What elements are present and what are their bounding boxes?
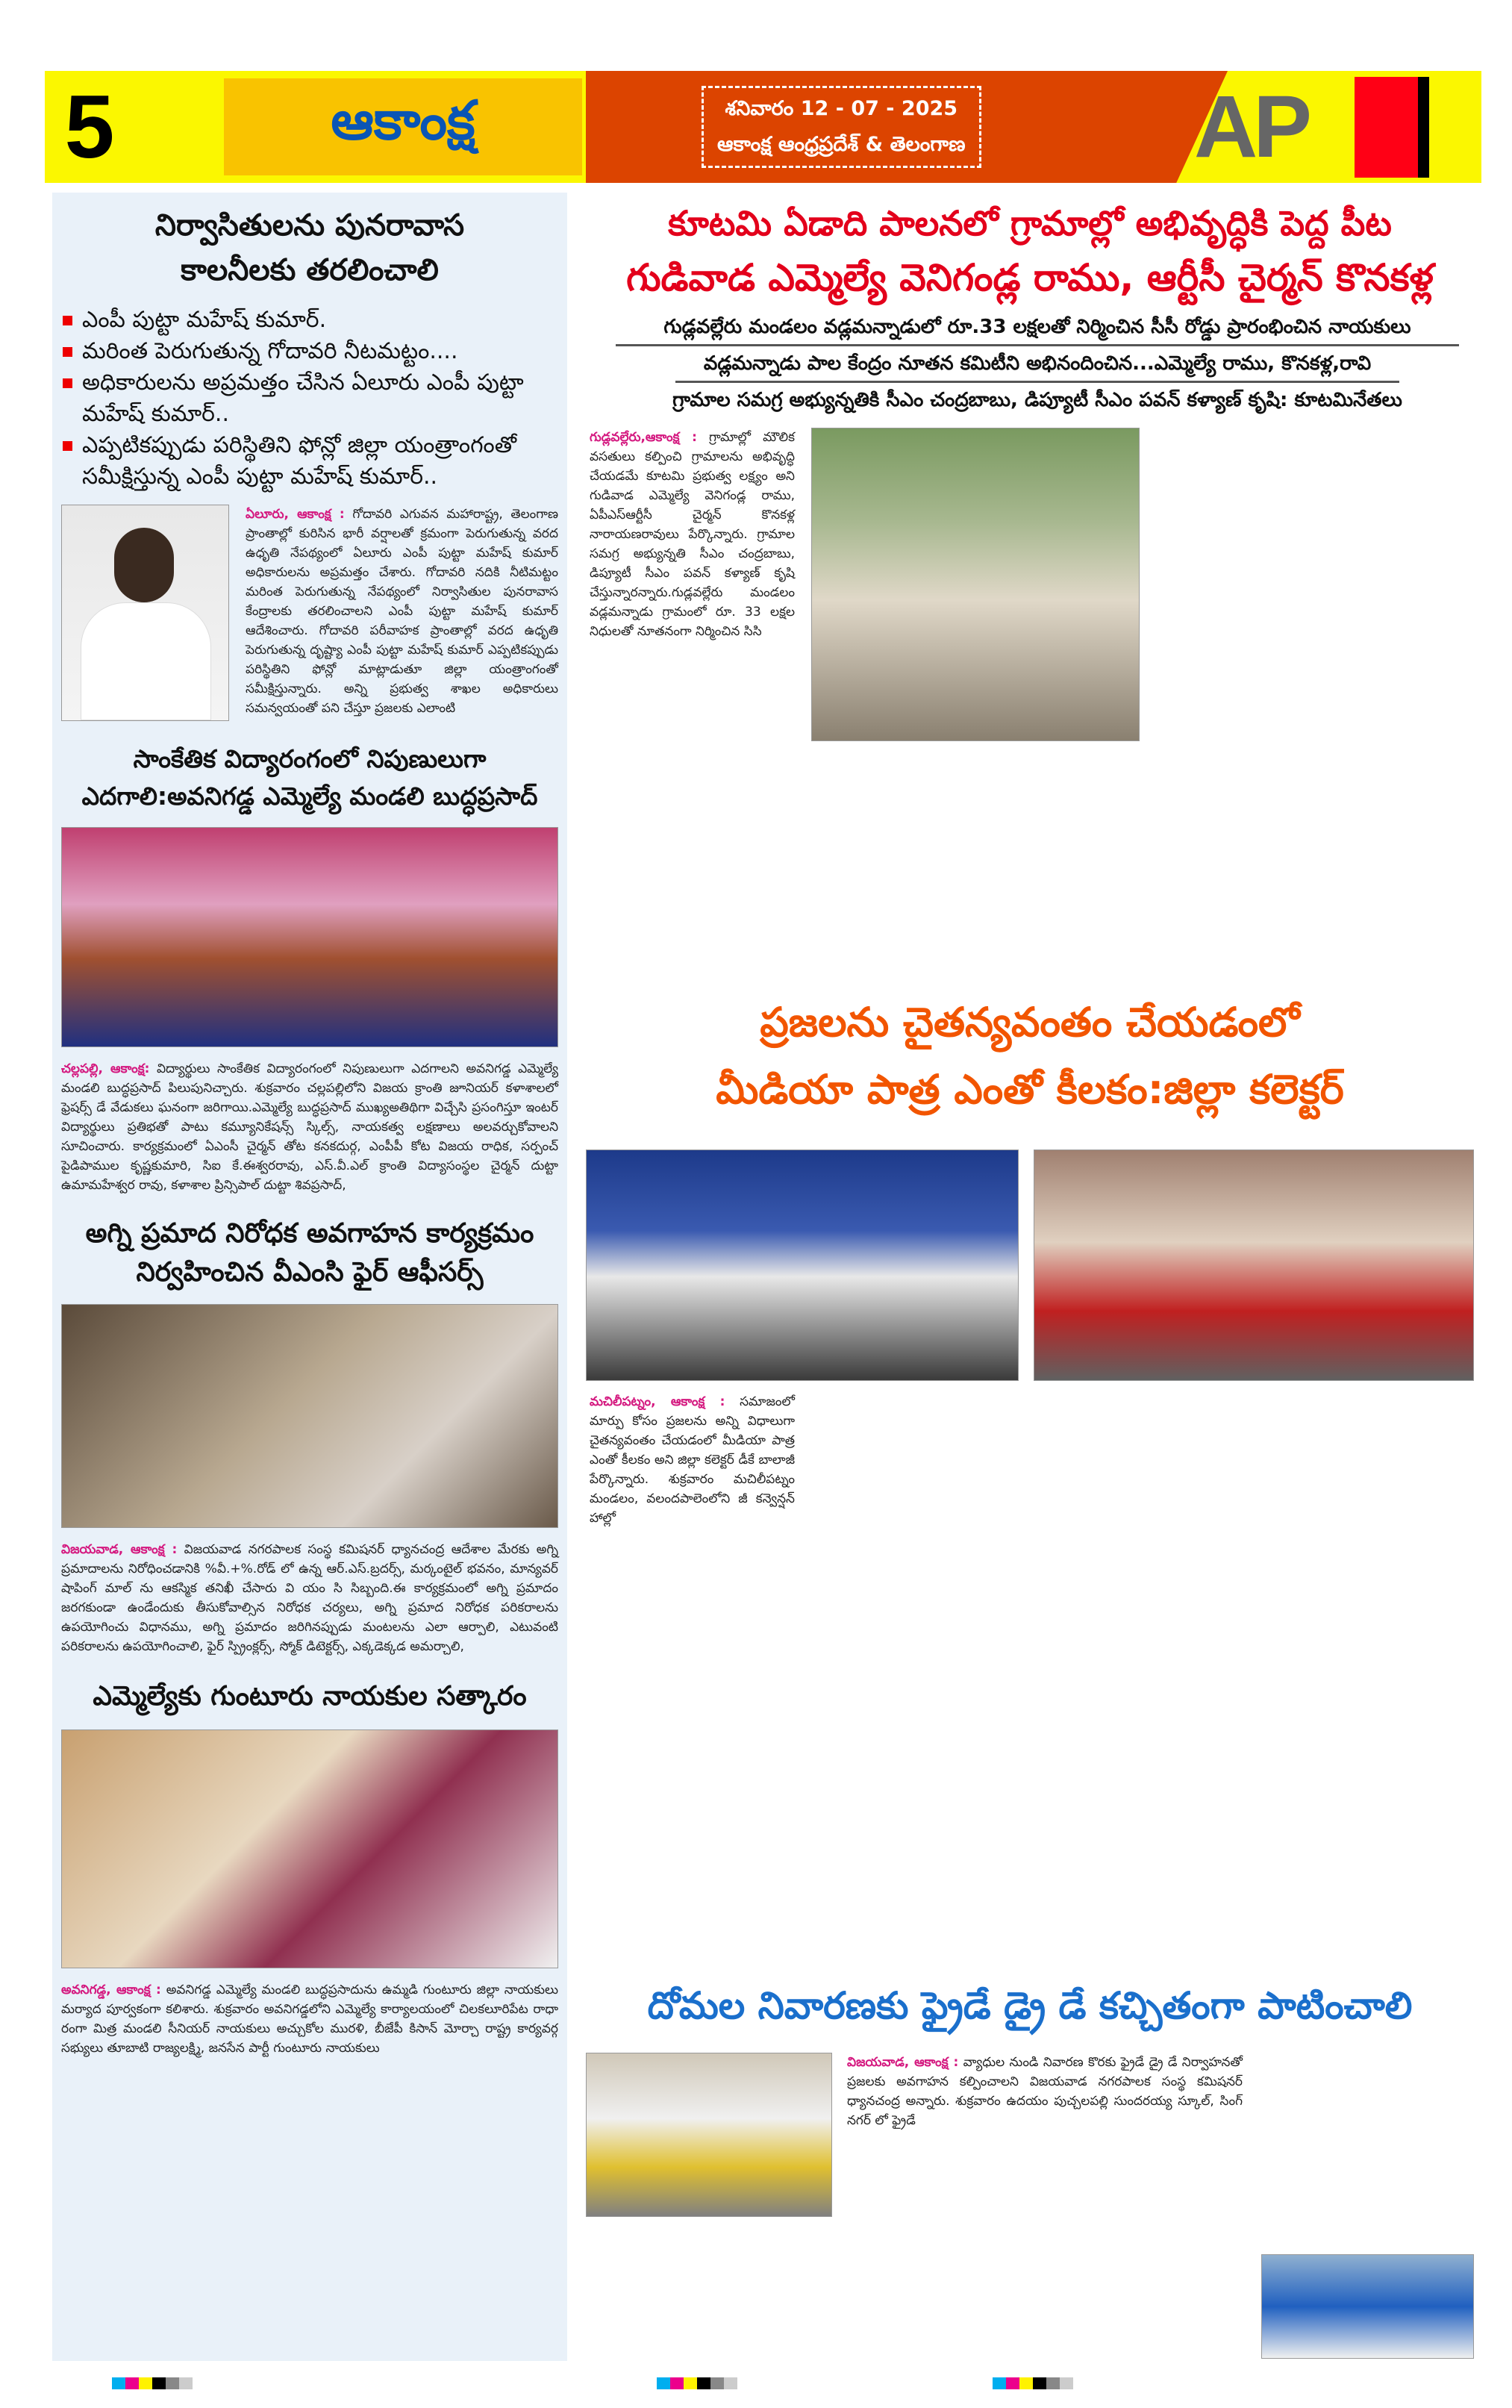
- photo-mp-portrait: [61, 505, 229, 721]
- story-headline: [61, 203, 558, 293]
- headline-line: ఎదగాలి:అవనిగడ్డ ఎమ్మెల్యే మండలి బుద్ధప్రసాద్: [81, 782, 538, 811]
- dateline: గుడ్లవల్లేరు,ఆకాంక్ష :: [590, 430, 697, 445]
- story-body: [590, 428, 795, 641]
- headline-line: నిర్వహించిన వీఎంసి ఫైర్ ఆఫీసర్స్: [136, 1257, 484, 1288]
- photo-fire-safety: [61, 1304, 558, 1528]
- left-column: [52, 193, 567, 2361]
- subheading: గుడ్లవల్లేరు మండలం వడ్లమన్నాడులో రూ.33 లక్షలతో నిర్మించిన సీసీ రోడ్డు ప్రారంభించిన నాయకులు: [616, 310, 1459, 346]
- body-text: విద్యార్థులు సాంకేతిక విద్యారంగంలో నిపుణులుగా ఎదగాలని అవనిగడ్డ ఎమ్మెల్యే మండలి బుద్ధప్రసాద్ పిలుపునిచ్చారు. శుక్రవారం చల్లపల్లిలోని విజయ క్రాంతి జూనియర్ కళాశాలలో ఫ్రెషర్స్ డే వేడుకలు ఘనంగా జరిగాయి.ఎమ్మెల్యే బుద్ధప్రసాద్ ముఖ్యఅతిథిగా విచ్చేసి ప్రసంగిస్తూ ఇంటర్ విద్యార్థులు ప్రతిభతో పాటు కమ్యూనికేషన్స్ స్కిల్స్, నాయకత్వ లక్షణాలు అలవర్చుకోవాలని సూచించారు. కార్యక్రమంలో ఏఎంసీ చైర్మన్ తోట కనకదుర్గ, ఎంపీపీ కోట విజయ రాధిక, సర్పంచ్ పైడిపాముల కృష్ణకుమారి, సిఐ కే.ఈశ్వరరావు, ఎస్.వీ.ఎల్ క్రాంతి విద్యాసంస్థల చైర్మన్ దుట్టా ఉమామహేశ్వర రావు, కళాశాల ప్రిన్సిపాల్ దుట్టా శివప్రసాద్,: [61, 1061, 559, 1193]
- story-body: [61, 1980, 558, 2058]
- headline-line: కూటమి ఏడాది పాలనలో గ్రామాల్లో అభివృద్ధికి పెద్ద పీట: [668, 203, 1392, 243]
- bullet-item: అధికారులను అప్రమత్తం చేసిన ఏలూరు ఎంపీ పుట్టా మహేష్ కుమార్..: [61, 367, 558, 430]
- flag-red-block: [1355, 77, 1418, 178]
- story-headline: [582, 989, 1478, 1123]
- edition-line: ఆకాంక్ష ఆంధ్రప్రదేశ్ & తెలంగాణ: [717, 133, 966, 156]
- story-headline: [61, 740, 558, 815]
- dateline: చల్లపల్లి, ఆకాంక్ష:: [61, 1061, 150, 1076]
- photo-dry-day-inspection: [586, 2053, 832, 2217]
- body-text: సమాజంలో మార్పు కోసం ప్రజలను అన్ని విధాలుగా చైతన్యవంతం చేయడంలో మీడియా పాత్ర ఎంతో కీలకం అని జిల్లా కలెక్టర్ డీకే బాలాజీ పేర్కొన్నారు. శుక్రవారం మచిలీపట్నం మండలం, వలందపాలెంలోని జీ కన్వెన్షన్ హాల్లో: [590, 1394, 795, 1526]
- story-row: [61, 505, 558, 721]
- body-text: అవనిగడ్డ ఎమ్మెల్యే మండలి బుద్ధప్రసాదును ఉమ్మడి గుంటూరు జిల్లా నాయకులు మర్యాద పూర్వకంగా కలిశారు. శుక్రవారం అవనిగడ్డలోని ఎమ్మెల్యే కార్యాలయంలో చిలకలూరిపేట రాధా రంగా మిత్ర మండలి సీనియర్ నాయకులు అచ్చుకోల మురళి, బీజేపీ కిసాన్ మోర్చా రాష్ట్ర కార్యవర్గ సభ్యులు తూబాటి రాజ్యలక్ష్మి, జనసేన పార్టీ గుంటూరు నాయకులు: [61, 1983, 558, 2056]
- dateline: విజయవాడ, ఆకాంక్ష :: [61, 1542, 178, 1557]
- portrait-head: [114, 528, 174, 602]
- headline-line: సాంకేతిక విద్యారంగంలో నిపుణులుగా: [133, 744, 487, 773]
- dateline: విజయవాడ, ఆకాంక్ష :: [847, 2055, 959, 2070]
- date-line: శనివారం 12 - 07 - 2025: [725, 97, 958, 120]
- headline-line: నిర్వాసితులను పునరావాస: [154, 208, 465, 243]
- top-story: [582, 198, 1478, 741]
- page-number: 5: [64, 77, 115, 177]
- logo-text: ఆకాంక్ష: [331, 89, 475, 152]
- headline-line: అగ్ని ప్రమాద నిరోధక అవగాహన కార్యక్రమం: [85, 1218, 534, 1249]
- photo-cc-road-inauguration: [811, 428, 1140, 741]
- dateline: మచిలీపట్నం, ఆకాంక్ష :: [590, 1394, 725, 1409]
- subheading: గ్రామాల సమగ్ర అభ్యున్నతికి సీఎం చంద్రబాబు, డిప్యూటీ సీఎం పవన్ కళ్యాణ్ కృషి: కూటమినేతలు: [672, 389, 1402, 411]
- bullet-item: ఎప్పటికప్పుడు పరిస్థితిని ఫోన్లో జిల్లా యంత్రాంగంతో సమీక్షిస్తున్న ఎంపీ పుట్టా మహేష్ కుమార్..: [61, 430, 558, 493]
- bullet-list: [61, 305, 558, 493]
- story-headline: [61, 1214, 558, 1292]
- body-text: వ్యాధుల నుండి నివారణ కొరకు ఫ్రైడే డ్రై డే నిర్వాహనతో ప్రజలకు అవగాహన కల్పించాలని విజయవాడ నగరపాలక సంస్థ కమిషనర్ ధ్యానచంద్ర అన్నారు. శుక్రవారం ఉదయం పుచ్చలపల్లి సుందరయ్య స్కూల్, సింగ్ నగర్ లో ఫ్రైడే: [847, 2055, 1243, 2128]
- headline-line: మీడియా పాత్ర ఎంతో కీలకం:జిల్లా కలెక్టర్: [716, 1066, 1344, 1113]
- headline-line: ప్రజలను చైతన్యవంతం చేయడంలో: [760, 999, 1300, 1046]
- photo-freshers-day: [61, 827, 558, 1047]
- body-text: గ్రామాల్లో మౌలిక వసతులు కల్పించి గ్రామాలను అభివృద్ధి చేయడమే కూటమి ప్రభుత్వ లక్ష్యం అని గుడివాడ ఎమ్మెల్యే వెనిగండ్ల రాము, ఏపీఎస్ఆర్టీసీ చైర్మన్ కొనకళ్ల నారాయణరావులు పేర్కొన్నారు. గ్రామాల సమగ్ర అభ్యున్నతి సీఎం చంద్రబాబు, డిప్యూటీ సీఎం పవన్ కళ్యాణ్ కృషి చేస్తున్నారన్నారు.గుడ్లవల్లేరు మండలం వడ్లమన్నాడు గ్రామంలో రూ. 33 లక్షల నిధులతో నూతనంగా నిర్మించిన సిసి: [590, 430, 796, 639]
- photo-felicitation: [61, 1729, 558, 1968]
- bullet-item: ఎంపీ పుట్టా మహేష్ కుమార్.: [61, 305, 558, 336]
- portrait-shirt: [81, 602, 211, 720]
- story-body: [847, 2053, 1243, 2130]
- photo-media-workshop: [1034, 1150, 1474, 1381]
- newspaper-logo: [224, 78, 582, 175]
- color-registration-bar: [112, 2377, 193, 2389]
- flag-black-block: [1418, 77, 1429, 178]
- date-box: [702, 86, 981, 168]
- subheading: వడ్లమన్నాడు పాల కేంద్రం నూతన కమిటీని అభినందించిన...ఎమ్మెల్యే రాము, కొనకళ్ల,రావి: [675, 346, 1399, 383]
- story-body: [61, 1059, 558, 1195]
- story-headline: [582, 198, 1478, 307]
- color-registration-bar: [993, 2377, 1073, 2389]
- body-text: గోదావరి ఎగువన మహారాష్ట్ర, తెలంగాణ ప్రాంతాల్లో కురిసిన భారీ వర్షాలతో క్రమంగా పెరుగుతున్న వరద ఉధృతి నేపథ్యంలో ఏలూరు ఎంపీ పుట్టా మహేష్ కుమార్ అధికారులను అప్రమత్తం చేశారు. గోదావరి నదికి నీటిమట్టం మరింత పెరుగుతున్న నేపథ్యంలో నిర్వాసితుల పునరావాస కేంద్రాలకు తరలించాలని ఎంపీ పుట్టా మహేష్ కుమార్ ఆదేశించారు. గోదావరి పరీవాహక ప్రాంతాల్లో వరద ఉధృతి పెరుగుతున్న దృష్ట్యా ఎంపీ పుట్టా మహేష్ కుమార్ ఎప్పటికప్పుడు పరిస్థితిని ఫోన్లో మాట్లాడుతూ జిల్లా యంత్రాంగంతో సమీక్షిస్తున్నారు. అన్ని ప్రభుత్వ శాఖల అధికారులు సమన్వయంతో పని చేస్తూ ప్రజలకు ఎలాంటి: [246, 507, 558, 716]
- subheadings: [616, 310, 1459, 417]
- photo-press-release: [586, 1150, 1019, 1381]
- story-body: [61, 1540, 558, 1656]
- bullet-item: మరింత పెరుగుతున్న గోదావరి నీటమట్టం....: [61, 336, 558, 367]
- story-row: [582, 428, 1478, 741]
- dateline: అవనిగడ్డ, ఆకాంక్ష :: [61, 1983, 161, 1997]
- headline-line: గుడివాడ ఎమ్మెల్యే వెనిగండ్ల రాము, ఆర్టీసీ చైర్మన్ కొనకళ్ల: [626, 256, 1434, 299]
- photo-awareness-banner: [1261, 2254, 1474, 2359]
- story-body: [590, 1392, 795, 1528]
- dateline: ఏలూరు, ఆకాంక్ష :: [246, 507, 345, 522]
- body-text: విజయవాడ నగరపాలక సంస్థ కమిషనర్ ధ్యానచంద్ర ఆదేశాల మేరకు అగ్ని ప్రమాదాలను నిరోధించడానికి %వీ.+%.రోడ్ లో ఉన్న ఆర్.ఎస్.బ్రదర్స్, మర్కంటైల్ భవనం, మాన్యవర్ షాపింగ్ మాల్ ను ఆకస్మిక తనిఖీ చేసారు వి యం సి సిబ్బంది.ఈ కార్యక్రమంలో అగ్ని ప్రమాదం జరగకుండా ఉండేందుకు తీసుకోవాల్సిన నిరోధక చర్యలు, అగ్ని ప్రమాద నిరోధక పరికరాలను ఉపయోగించు విధానము, అగ్ని ప్రమాదం జరిగినప్పుడు మంటలను ఎలా ఆర్పాలి, ఎటువంటి పరికరాలను ఉపయోగించాలి, ఫైర్ స్ప్రింక్లర్స్, స్మోక్ డిటెక్టర్స్, ఎక్కడెక్కడ అమర్చాలి,: [61, 1542, 558, 1654]
- story-headline: ఎమ్మెల్యేకు గుంటూరు నాయకుల సత్కారం: [93, 1681, 527, 1712]
- story-body: [246, 505, 558, 718]
- story-headline: దోమల నివారణకు ఫ్రైడే డ్రై డే కచ్చితంగా పాటించాలి: [647, 1984, 1413, 2027]
- edition-code: AP: [1194, 78, 1308, 176]
- headline-line: కాలనీలకు తరలించాలి: [181, 253, 439, 287]
- color-registration-bar: [657, 2377, 737, 2389]
